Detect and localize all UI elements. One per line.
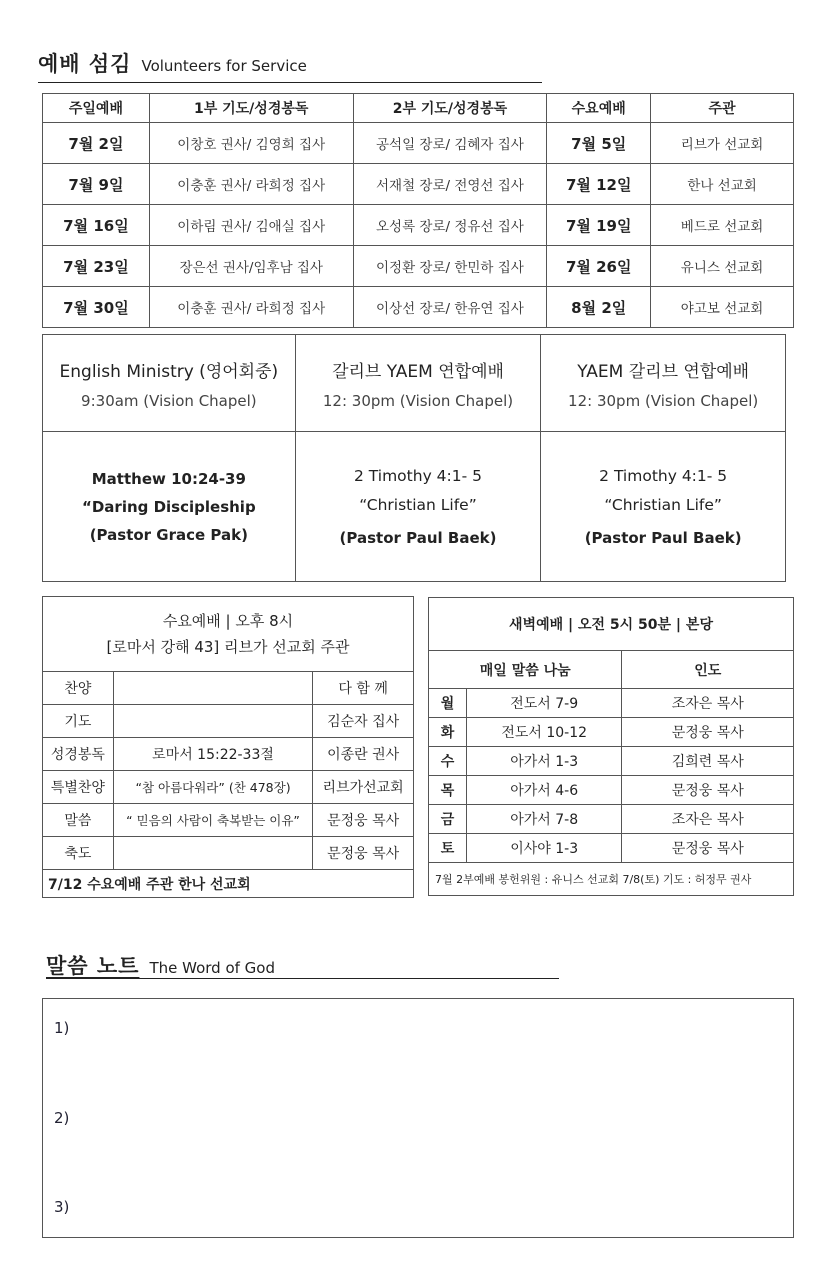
order-label: 성경봉독 (43, 738, 114, 771)
first-service-volunteers: 이충훈 권사/ 라희정 집사 (149, 287, 353, 328)
order-content (113, 837, 312, 870)
wednesday-footer-row (43, 870, 414, 898)
sermon-title: “Christian Life” (359, 495, 477, 514)
wednesday-header (43, 597, 414, 672)
volunteers-table (42, 93, 794, 328)
table-row (43, 705, 414, 738)
table-row (43, 804, 414, 837)
order-label: 말씀 (43, 804, 114, 837)
second-service-volunteers: 오성록 장로/ 정유선 집사 (353, 205, 547, 246)
wednesday-service-table (42, 596, 414, 898)
first-service-volunteers: 이충훈 권사/ 라희정 집사 (149, 164, 353, 205)
sermon-preacher: (Pastor Paul Baek) (584, 528, 742, 547)
day-label: 수 (429, 747, 467, 776)
order-content (113, 672, 312, 705)
day-label: 목 (429, 776, 467, 805)
service-time: 12: 30pm (Vision Chapel) (568, 391, 759, 410)
table-row (429, 805, 794, 834)
table-row (429, 834, 794, 863)
table-row (43, 205, 794, 246)
dawn-header: 새벽예배 | 오전 5시 50분 | 본당 (429, 598, 794, 651)
table-row (43, 287, 794, 328)
service-cell (295, 335, 541, 432)
first-service-volunteers: 이창호 권사/ 김영희 집사 (149, 123, 353, 164)
sunday-date: 7월 2일 (43, 123, 150, 164)
wednesday-series: [로마서 강해 43] 리브가 선교회 주관 (106, 638, 350, 656)
host-group: 리브가 선교회 (651, 123, 794, 164)
service-cell (541, 335, 786, 432)
col-header: 수요예배 (547, 94, 651, 123)
sermon-cell (43, 432, 296, 582)
service-time: 12: 30pm (Vision Chapel) (322, 391, 514, 410)
day-label: 금 (429, 805, 467, 834)
host-group: 베드로 선교회 (651, 205, 794, 246)
wednesday-date: 8월 2일 (547, 287, 651, 328)
sermon-title: “Daring Discipleship (81, 497, 256, 516)
sunday-date: 7월 9일 (43, 164, 150, 205)
note-number: 1) (54, 1019, 70, 1037)
sermon-notes-box[interactable] (42, 998, 794, 1238)
sermon-cell (295, 432, 541, 582)
sermon-scripture: 2 Timothy 4:1- 5 (599, 466, 728, 485)
section-title-english: Volunteers for Service (141, 57, 307, 75)
dawn-column-header-row (429, 651, 794, 689)
services-table (42, 334, 786, 582)
host-group: 유니스 선교회 (651, 246, 794, 287)
order-label: 특별찬양 (43, 771, 114, 804)
col-header: 주일예배 (43, 94, 150, 123)
host-group: 한나 선교회 (651, 164, 794, 205)
order-person: 다 함 께 (313, 672, 414, 705)
host-group: 야고보 선교회 (651, 287, 794, 328)
col-header: 매일 말씀 나눔 (429, 651, 622, 689)
dawn-service-table (428, 597, 794, 896)
second-service-volunteers: 이상선 장로/ 한유연 집사 (353, 287, 547, 328)
sermons-row (43, 432, 786, 582)
order-content: “ 믿음의 사람이 축복받는 이유” (113, 804, 312, 837)
leader: 조자은 목사 (622, 689, 794, 718)
sunday-date: 7월 30일 (43, 287, 150, 328)
table-row (43, 123, 794, 164)
sermon-title: “Christian Life” (604, 495, 722, 514)
wednesday-date: 7월 19일 (547, 205, 651, 246)
table-row (43, 672, 414, 705)
wednesday-date: 7월 26일 (547, 246, 651, 287)
order-content: 로마서 15:22-33절 (113, 738, 312, 771)
service-cell (43, 335, 296, 432)
passage: 전도서 7-9 (466, 689, 622, 718)
order-person: 문정웅 목사 (313, 837, 414, 870)
passage: 이사야 1-3 (466, 834, 622, 863)
order-person: 리브가선교회 (313, 771, 414, 804)
day-label: 토 (429, 834, 467, 863)
table-row (43, 837, 414, 870)
order-label: 기도 (43, 705, 114, 738)
order-label: 찬양 (43, 672, 114, 705)
section-title-english: The Word of God (149, 959, 276, 977)
col-header: 주관 (651, 94, 794, 123)
second-service-volunteers: 공석일 장로/ 김혜자 집사 (353, 123, 547, 164)
section-title-korean: 예배 섬김 (38, 52, 132, 76)
wednesday-date: 7월 12일 (547, 164, 651, 205)
table-row (429, 689, 794, 718)
table-row (429, 747, 794, 776)
table-row (43, 246, 794, 287)
passage: 아가서 7-8 (466, 805, 622, 834)
passage: 전도서 10-12 (466, 718, 622, 747)
order-person: 문정웅 목사 (313, 804, 414, 837)
dawn-footer: 7월 2부예배 봉헌위원 : 유니스 선교회 7/8(토) 기도 : 허정무 권사 (429, 863, 794, 896)
wednesday-header-row (43, 597, 414, 672)
col-header: 인도 (622, 651, 794, 689)
passage: 아가서 1-3 (466, 747, 622, 776)
sermon-preacher: (Pastor Grace Pak) (89, 525, 248, 544)
sermon-scripture: 2 Timothy 4:1- 5 (354, 466, 482, 485)
wednesday-footer: 7/12 수요예배 주관 한나 선교회 (43, 870, 414, 898)
service-name: YAEM 갈리브 연합예배 (577, 361, 750, 382)
first-service-volunteers: 이하림 권사/ 김애실 집사 (149, 205, 353, 246)
word-section-title (46, 950, 559, 979)
day-label: 화 (429, 718, 467, 747)
dawn-header-row (429, 598, 794, 651)
volunteers-header-row (43, 94, 794, 123)
leader: 문정웅 목사 (622, 834, 794, 863)
sermon-scripture: Matthew 10:24-39 (91, 469, 246, 488)
table-row (43, 771, 414, 804)
passage: 아가서 4-6 (466, 776, 622, 805)
services-header-row (43, 335, 786, 432)
day-label: 월 (429, 689, 467, 718)
order-label: 축도 (43, 837, 114, 870)
table-row (43, 738, 414, 771)
second-service-volunteers: 서재철 장로/ 전영선 집사 (353, 164, 547, 205)
sunday-date: 7월 16일 (43, 205, 150, 246)
order-person: 이종란 권사 (313, 738, 414, 771)
leader: 문정웅 목사 (622, 776, 794, 805)
dawn-footer-row (429, 863, 794, 896)
table-row (429, 776, 794, 805)
sunday-date: 7월 23일 (43, 246, 150, 287)
leader: 문정웅 목사 (622, 718, 794, 747)
leader: 김희련 목사 (622, 747, 794, 776)
note-number: 3) (54, 1198, 70, 1216)
col-header: 1부 기도/성경봉독 (149, 94, 353, 123)
service-name: 갈리브 YAEM 연합예배 (332, 361, 504, 382)
wednesday-time: 수요예배 | 오후 8시 (162, 612, 294, 630)
sermon-preacher: (Pastor Paul Baek) (339, 528, 497, 547)
note-number: 2) (54, 1109, 70, 1127)
order-content (113, 705, 312, 738)
sermon-cell (541, 432, 786, 582)
order-person: 김순자 집사 (313, 705, 414, 738)
col-header: 2부 기도/성경봉독 (353, 94, 547, 123)
table-row (43, 164, 794, 205)
service-time: 9:30am (Vision Chapel) (81, 391, 257, 410)
volunteers-section-title (38, 48, 542, 83)
second-service-volunteers: 이정환 장로/ 한민하 집사 (353, 246, 547, 287)
leader: 조자은 목사 (622, 805, 794, 834)
first-service-volunteers: 장은선 권사/임후남 집사 (149, 246, 353, 287)
section-title-korean: 말씀 노트 (46, 954, 140, 978)
table-row (429, 718, 794, 747)
wednesday-date: 7월 5일 (547, 123, 651, 164)
service-name: English Ministry (영어회중) (59, 361, 279, 382)
order-content: “참 아름다워라” (찬 478장) (113, 771, 312, 804)
